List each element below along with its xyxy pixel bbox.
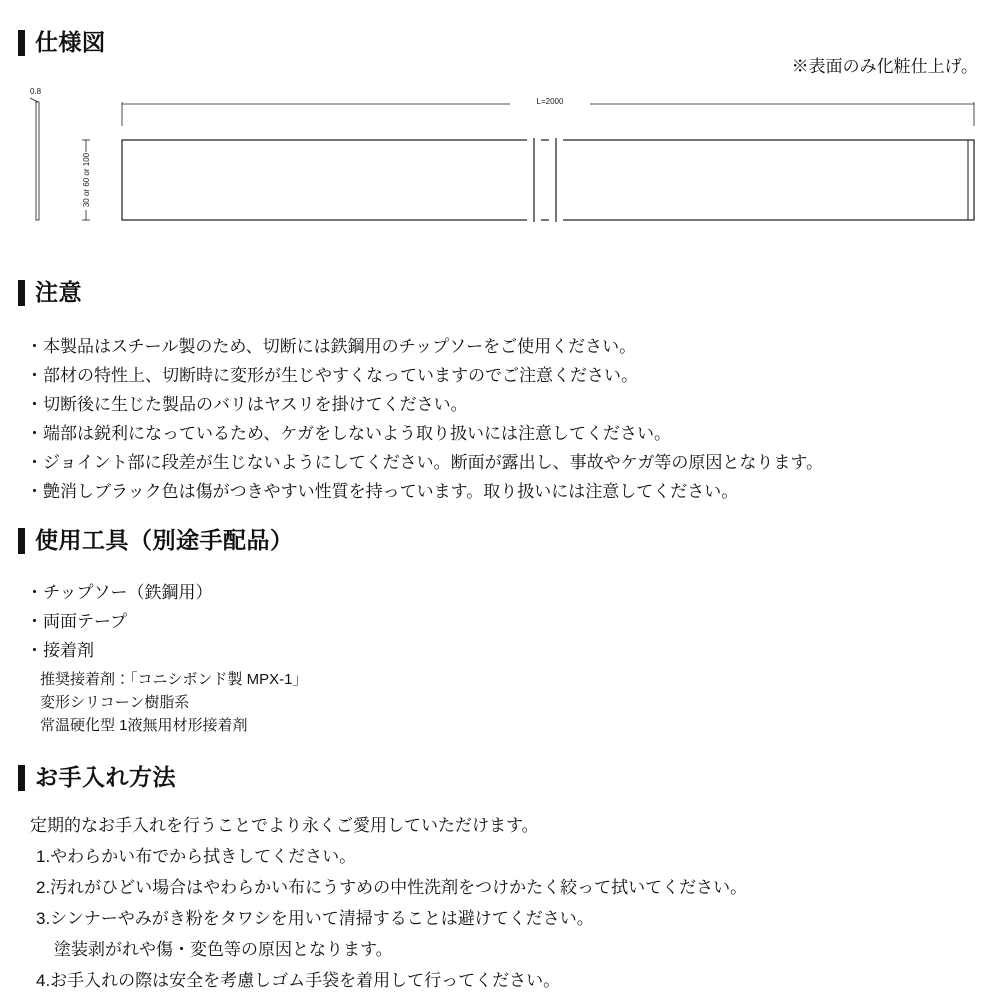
heading-bar-icon: [18, 280, 25, 306]
tools-list: [26, 578, 926, 665]
care-list: [30, 810, 970, 996]
list-item: ・切断後に生じた製品のバリはヤスリを掛けてください。: [26, 395, 468, 414]
list-item: ・部材の特性上、切断時に変形が生じやすくなっていますのでご注意ください。: [26, 366, 638, 385]
section-title-caution: 注意: [35, 279, 82, 306]
spec-surface-note: ※表面のみ化粧仕上げ。: [791, 57, 978, 76]
section-heading-care: [18, 765, 176, 791]
section-title-spec: 仕様図: [35, 29, 106, 56]
height-label: 30 or 60 or 100: [82, 152, 91, 208]
tools-sub-list: [40, 668, 940, 737]
section-heading-spec: [18, 30, 106, 56]
list-item: 1.やわらかい布でから拭きしてください。: [36, 847, 357, 866]
spec-drawing: [0, 80, 1000, 240]
list-item: ・両面テープ: [26, 612, 128, 631]
thickness-label: 0.8: [30, 87, 42, 96]
section-heading-caution: [18, 280, 82, 306]
heading-bar-icon: [18, 30, 25, 56]
list-item: 推奨接着剤：「コニシボンド製 MPX-1」: [40, 671, 308, 688]
list-item: 3.シンナーやみがき粉をタワシを用いて清掃することは避けてください。: [36, 909, 594, 928]
section-title-care: お手入れ方法: [35, 764, 176, 791]
list-item: 常温硬化型 1液無用材形接着剤: [40, 717, 248, 734]
list-item: 2.汚れがひどい場合はやわらかい布にうすめの中性洗剤をつけかたく絞って拭いてください。: [36, 878, 748, 897]
list-item: ・ジョイント部に段差が生じないようにしてください。断面が露出し、事故やケガ等の原因となります。: [26, 453, 823, 472]
section-heading-tools: [18, 528, 294, 554]
section-title-tools: 使用工具（別途手配品）: [35, 527, 294, 554]
caution-list: [26, 332, 976, 506]
length-label: L=2000: [536, 97, 564, 106]
list-item: 塗装剥がれや傷・変色等の原因となります。: [54, 940, 393, 959]
list-item: ・チップソー（鉄鋼用）: [26, 583, 213, 602]
list-item: 4.お手入れの際は安全を考慮しゴム手袋を着用して行ってください。: [36, 971, 561, 990]
heading-bar-icon: [18, 765, 25, 791]
list-item: ・接着剤: [26, 641, 94, 660]
list-item: ・本製品はスチール製のため、切断には鉄鋼用のチップソーをご使用ください。: [26, 337, 637, 356]
list-item: ・艶消しブラック色は傷がつきやすい性質を持っています。取り扱いには注意してください。: [26, 482, 739, 501]
care-lead-text: 定期的なお手入れを行うことでより永くご愛用していただけます。: [30, 816, 539, 835]
list-item: 変形シリコーン樹脂系: [40, 694, 190, 711]
list-item: ・端部は鋭利になっているため、ケガをしないよう取り扱いには注意してください。: [26, 424, 671, 443]
heading-bar-icon: [18, 528, 25, 554]
